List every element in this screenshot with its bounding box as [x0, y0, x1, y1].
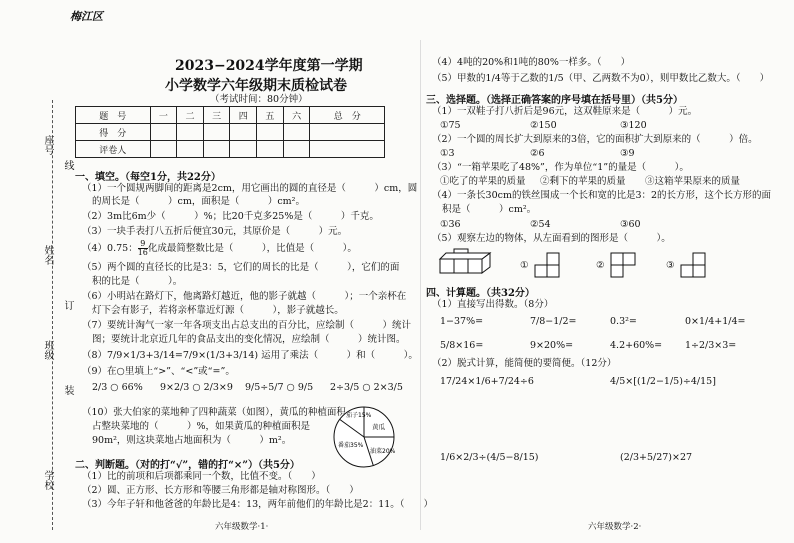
section-judge-title: 二、判断题。（对的打“√”，错的打“×”）（共5分）	[75, 460, 300, 471]
question-text: （2）3m比6m少（ ）%；比20千克多25%是（ ）千克。	[82, 211, 379, 222]
page-footer-right: 六年级数学·2·	[588, 522, 642, 532]
exam-time: （考试时间：80分钟）	[210, 94, 308, 105]
score-table	[75, 106, 385, 158]
question-text: （1）比的前项和后项都乘同一个数，比值不变。（ ）	[82, 471, 321, 482]
calc-item: 1/6×2/3÷(4/5−8/15)	[440, 452, 539, 463]
cube-object-figure	[438, 247, 494, 277]
option: ①3	[440, 148, 455, 159]
calc-item: 0×1/4+1/4=	[685, 316, 746, 327]
binding-dash-line	[52, 100, 53, 530]
question-text: （2）圆、正方形、长方形和等腰三角形都是轴对称图形。（ ）	[82, 485, 359, 496]
school-label: 学校	[42, 470, 53, 490]
pie-label: 黄瓜	[372, 423, 385, 431]
calc-item: 0.3²=	[610, 316, 637, 327]
page-footer-left: 六年级数学·1·	[215, 522, 269, 532]
subsection-title: （1）直接写出得数。（8分）	[432, 299, 554, 310]
section-calc-title: 四、计算题。（共32分）	[426, 288, 535, 299]
seat-label: 座号	[42, 135, 53, 155]
question-text: （3）一块手表打八五折后便宜30元，其原价是（ ）元。	[82, 226, 348, 237]
score-col: 总 分	[310, 107, 385, 124]
question-text: （1）一个圆规两脚间的距离是2cm，用它画出的圆的直径是（ ）cm，圆	[82, 183, 418, 194]
pie-label: 油菜20%	[370, 448, 396, 455]
calc-item: 1−37%=	[440, 316, 484, 327]
question-text: 90m²，则这块菜地占地面积为（ ）m²。	[92, 435, 292, 446]
fraction: $\frac{9}{16}$	[137, 239, 148, 257]
question-text: （3）今年子轩和他爸爸的年龄比是4：13，两年前他们的年龄比是2：11。（ ）	[82, 499, 434, 510]
score-col: 五	[257, 107, 284, 124]
calc-item: 5/8×16=	[440, 340, 484, 351]
score-row-label: 得 分	[76, 124, 151, 141]
subsection-title: （2）脱式计算，能简便的要简便。（12分）	[432, 358, 617, 369]
question-text: （10）张大伯家的菜地种了四种蔬菜（如图），黄瓜的种植面积	[82, 407, 346, 418]
compare-item: 9×2/3 ○ 2/3×9	[160, 382, 233, 393]
option: ③	[666, 260, 675, 271]
calc-item: 17/24×1/6+7/24÷6	[440, 376, 534, 387]
compare-item: 2÷3/5 ○ 2×3/5	[330, 382, 403, 393]
section-fill-title: 一、填空。（每空1分，共22分）	[75, 172, 221, 183]
calc-item: 1÷2/3×3=	[685, 340, 737, 351]
score-col: 一	[150, 107, 177, 124]
question-text: （4）0.75： $\frac{9}{16}$ 化成最简整数比是（ ），比值是（ ）。	[82, 239, 357, 257]
view-option-2	[610, 252, 640, 278]
question-text: （4）一条长30cm的铁丝围成一个长和宽的比是3：2的长方形，这个长方形的面	[432, 190, 772, 201]
view-option-1	[534, 252, 574, 278]
question-text: （1）一双鞋子打八折后是96元，这双鞋原来是（ ）元。	[432, 106, 698, 117]
option: ②	[596, 260, 605, 271]
view-option-3	[680, 252, 710, 278]
question-text: （5）两个圆的直径长的比是3：5，它们的周长的比是（ ），它们的面	[82, 262, 400, 273]
option: ③这箱苹果原来的质量	[645, 176, 741, 187]
option: ③60	[620, 219, 641, 230]
binding-char: 线	[62, 160, 73, 170]
score-table-header	[76, 107, 385, 124]
question-text: （5）甲数的1/4等于乙数的1/5（甲、乙两数不为0），则甲数比乙数大。（ ）	[432, 73, 770, 84]
question-text: （6）小明站在路灯下，他离路灯越近，他的影子就越（ ）；一个亲杯在	[82, 291, 407, 302]
question-text: （7）要统计淘气一家一年各项支出占总支出的百分比，应绘制（ ）统计	[82, 320, 412, 331]
score-col: 六	[283, 107, 310, 124]
calc-item: 9×20%=	[530, 340, 574, 351]
class-label: 班级	[42, 340, 53, 360]
vegetable-pie-chart	[332, 405, 396, 469]
score-col: 二	[177, 107, 204, 124]
name-label: 姓名	[42, 245, 53, 265]
compare-item: 2/3 ○ 66%	[92, 382, 143, 393]
binding-char: 订	[62, 300, 73, 310]
score-col: 三	[203, 107, 230, 124]
option: ③120	[620, 120, 647, 131]
option: ②剩下的苹果的质量	[540, 176, 626, 187]
question-text: 图；要统计北京近几年的食品支出的变化情况，应绘制（ ）统计图。	[92, 334, 406, 345]
score-col: 题 号	[76, 107, 151, 124]
question-text: （3）“一箱苹果吃了48%”，作为单位“1”的量是（ ）。	[432, 162, 689, 173]
title-exam: 小学数学六年级期末质检试卷	[165, 78, 347, 94]
option: ①吃了的苹果的质量	[440, 176, 526, 187]
binding-char: 装	[62, 385, 73, 395]
handwritten-region-note: 梅江区	[70, 10, 103, 23]
question-text: （5）观察左边的物体，从左面看到的图形是（ ）。	[432, 233, 671, 244]
option: ③9	[620, 148, 635, 159]
option: ①36	[440, 219, 461, 230]
option: ②150	[530, 120, 557, 131]
page-divider	[420, 40, 421, 530]
question-text: （4）4吨的20%和1吨的80%一样多。（ ）	[432, 57, 631, 68]
pie-label: 茄子15%	[346, 412, 372, 419]
question-text: （2）一个圆的周长扩大到原来的3倍，它的面积扩大到原来的（ ）倍。	[432, 134, 758, 145]
grader-row	[76, 141, 385, 158]
title-year: 2023−2024学年度第一学期	[175, 58, 363, 74]
score-row	[76, 124, 385, 141]
calc-item: 4/5×[(1/2−1/5)÷4/15]	[610, 376, 716, 387]
question-text: （8）7/9×1/3+3/14=7/9×(1/3+3/14) 运用了乘法（ ）和（ ）。	[82, 350, 418, 361]
question-text: 灯下会有影子，若将亲杯靠近灯源（ ），影子就越长。	[92, 305, 344, 316]
score-row-label: 评卷人	[76, 141, 151, 158]
question-text: 积是（ ）cm²。	[442, 204, 537, 215]
question-text: 占整块菜地的（ ）%，如果黄瓜的种植面积是	[92, 421, 311, 432]
calc-item: 4.2+60%=	[610, 340, 663, 351]
option: ②6	[530, 148, 545, 159]
question-text: （9）在○里填上“>”、“<”或“=”。	[82, 366, 235, 377]
section-choice-title: 三、选择题。（选择正确答案的序号填在括号里）（共5分）	[426, 95, 683, 106]
score-col: 四	[230, 107, 257, 124]
question-text: 积的比是（ ）。	[92, 276, 183, 287]
compare-item: 9/5÷5/7 ○ 9/5	[245, 382, 314, 393]
question-text: 的周长是（ ）cm，面积是（ ）cm²。	[92, 196, 305, 207]
calc-item: (2/3+5/27)×27	[620, 452, 693, 463]
option: ②54	[530, 219, 551, 230]
option: ①75	[440, 120, 461, 131]
calc-item: 7/8−1/2=	[530, 316, 577, 327]
pie-label: 番茄35%	[338, 442, 364, 449]
option: ①	[520, 260, 529, 271]
